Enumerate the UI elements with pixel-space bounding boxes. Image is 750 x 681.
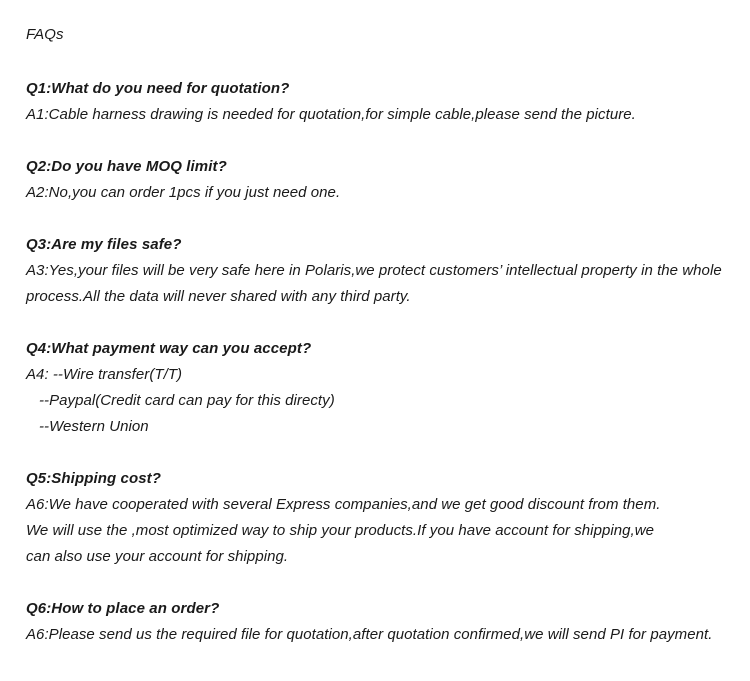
faq-answer-line: process.All the data will never shared with any third party. <box>26 288 411 305</box>
faq-item-q2 <box>26 154 736 206</box>
faq-answer-line: A6:We have cooperated with several Express companies,and we get good discount from them. <box>26 496 661 513</box>
faq-answer-line: A2:No,you can order 1pcs if you just need one. <box>26 184 341 201</box>
faq-spacer <box>26 440 736 466</box>
faq-answer-line: A6:Please send us the required file for quotation,after quotation confirmed,we will send PI for payment. <box>26 626 713 643</box>
faq-spacer <box>26 570 736 596</box>
faq-item-q4 <box>26 336 736 440</box>
faq-question: Q6:How to place an order? <box>26 600 220 617</box>
faq-answer-line: can also use your account for shipping. <box>26 548 289 565</box>
faq-answer-line: A1:Cable harness drawing is needed for quotation,for simple cable,please send the picture. <box>26 106 636 123</box>
page-title: FAQs <box>26 26 64 43</box>
faq-answer-line: --Western Union <box>39 418 149 435</box>
faq-spacer <box>26 128 736 154</box>
faq-answer-line: --Paypal(Credit card can pay for this directy) <box>39 392 335 409</box>
faq-answer-line: A4: --Wire transfer(T/T) <box>26 366 183 383</box>
faq-question: Q2:Do you have MOQ limit? <box>26 158 227 175</box>
faq-question: Q3:Are my files safe? <box>26 236 182 253</box>
faq-spacer <box>26 310 736 336</box>
faq-question: Q4:What payment way can you accept? <box>26 340 312 357</box>
faq-question: Q1:What do you need for quotation? <box>26 80 290 97</box>
faq-answer-line: We will use the ,most optimized way to ship your products.If you have account for shipping,we <box>26 522 655 539</box>
faq-item-q5 <box>26 466 736 570</box>
faq-question: Q5:Shipping cost? <box>26 470 162 487</box>
faq-item-q3 <box>26 232 736 310</box>
faq-spacer <box>26 206 736 232</box>
faq-page <box>26 24 736 648</box>
faq-answer-line: A3:Yes,your files will be very safe here in Polaris,we protect customers’ intellectual property in the whole <box>26 262 722 279</box>
faq-item-q1 <box>26 76 736 128</box>
faq-item-q6 <box>26 596 736 648</box>
